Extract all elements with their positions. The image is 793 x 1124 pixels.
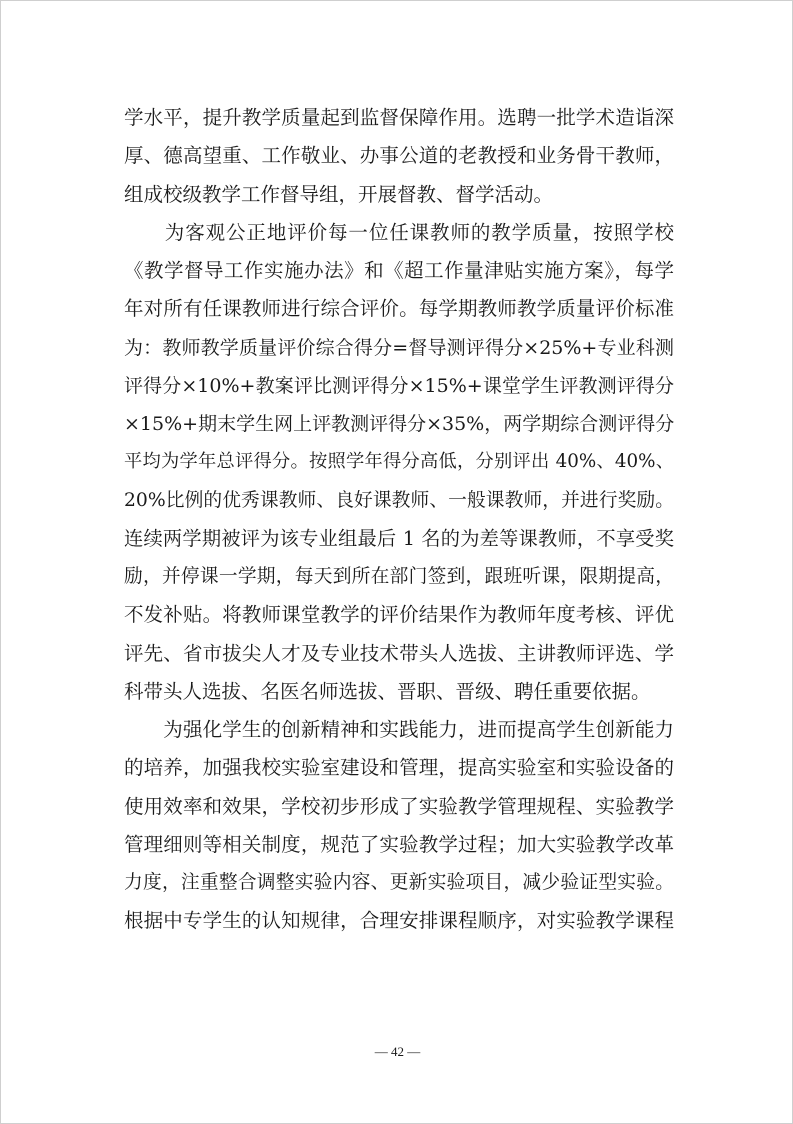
text-line: 20%比例的优秀课教师、良好课教师、一般课教师，并进行奖励。: [124, 489, 674, 511]
text-line: 学水平，提升教学质量起到监督保障作用。选聘一批学术造诣深: [124, 106, 674, 129]
text-line: 评先、省市拔尖人才及专业技术带头人选拔、主讲教师评选、学: [124, 641, 674, 665]
text-line: 力度，注重整合调整实验内容、更新实验项目，减少验证型实验。: [124, 872, 674, 893]
text-line: 厚、德高望重、工作敬业、办事公道的老教授和业务骨干教师，: [124, 144, 674, 168]
text-line: 科带头人选拔、名医名师选拔、晋职、晋级、聘任重要依据。: [124, 679, 651, 703]
text-line: 的培养，加强我校实验室建设和管理，提高实验室和实验设备的: [124, 756, 674, 780]
body-text: [124, 99, 674, 941]
text-line: 连续两学期被评为该专业组最后 1 名的为差等课教师，不享受奖: [124, 526, 674, 550]
text-line: 不发补贴。将教师课堂教学的评价结果作为教师年度考核、评优: [124, 603, 674, 627]
text-line: ×15%+期末学生网上评教测评得分×35%，两学期综合测评得分: [124, 413, 674, 435]
text-line: 为强化学生的创新精神和实践能力，进而提高学生创新能力: [124, 718, 674, 741]
text-line: 励，并停课一学期，每天到所在部门签到，跟班听课，限期提高，: [124, 566, 674, 587]
text-line: 管理细则等相关制度，规范了实验教学过程；加大实验教学改革: [124, 832, 674, 856]
text-line: 平均为学年总评得分。按照学年得分高低，分别评出 40%、40%、: [124, 451, 674, 473]
text-line: 组成校级教学工作督导组，开展督教、督学活动。: [124, 182, 554, 206]
text-line: 为：教师教学质量评价综合得分=督导测评得分×25%+专业科测: [124, 336, 674, 359]
text-line: 《教学督导工作实施办法》和《超工作量津贴实施方案》，每学: [124, 259, 674, 282]
page-number: — 42 —: [374, 1044, 421, 1059]
text-line: 年对所有任课教师进行综合评价。每学期教师教学质量评价标准: [124, 297, 674, 321]
text-line: 为客观公正地评价每一位任课教师的教学质量，按照学校: [124, 220, 674, 244]
text-line: 评得分×10%+教案评比测评得分×15%+课堂学生评教测评得分: [124, 374, 674, 397]
text-line: 使用效率和效果，学校初步形成了实验教学管理规程、实验教学: [124, 794, 674, 818]
text-line: 根据中专学生的认知规律，合理安排课程顺序，对实验教学课程: [124, 909, 674, 933]
